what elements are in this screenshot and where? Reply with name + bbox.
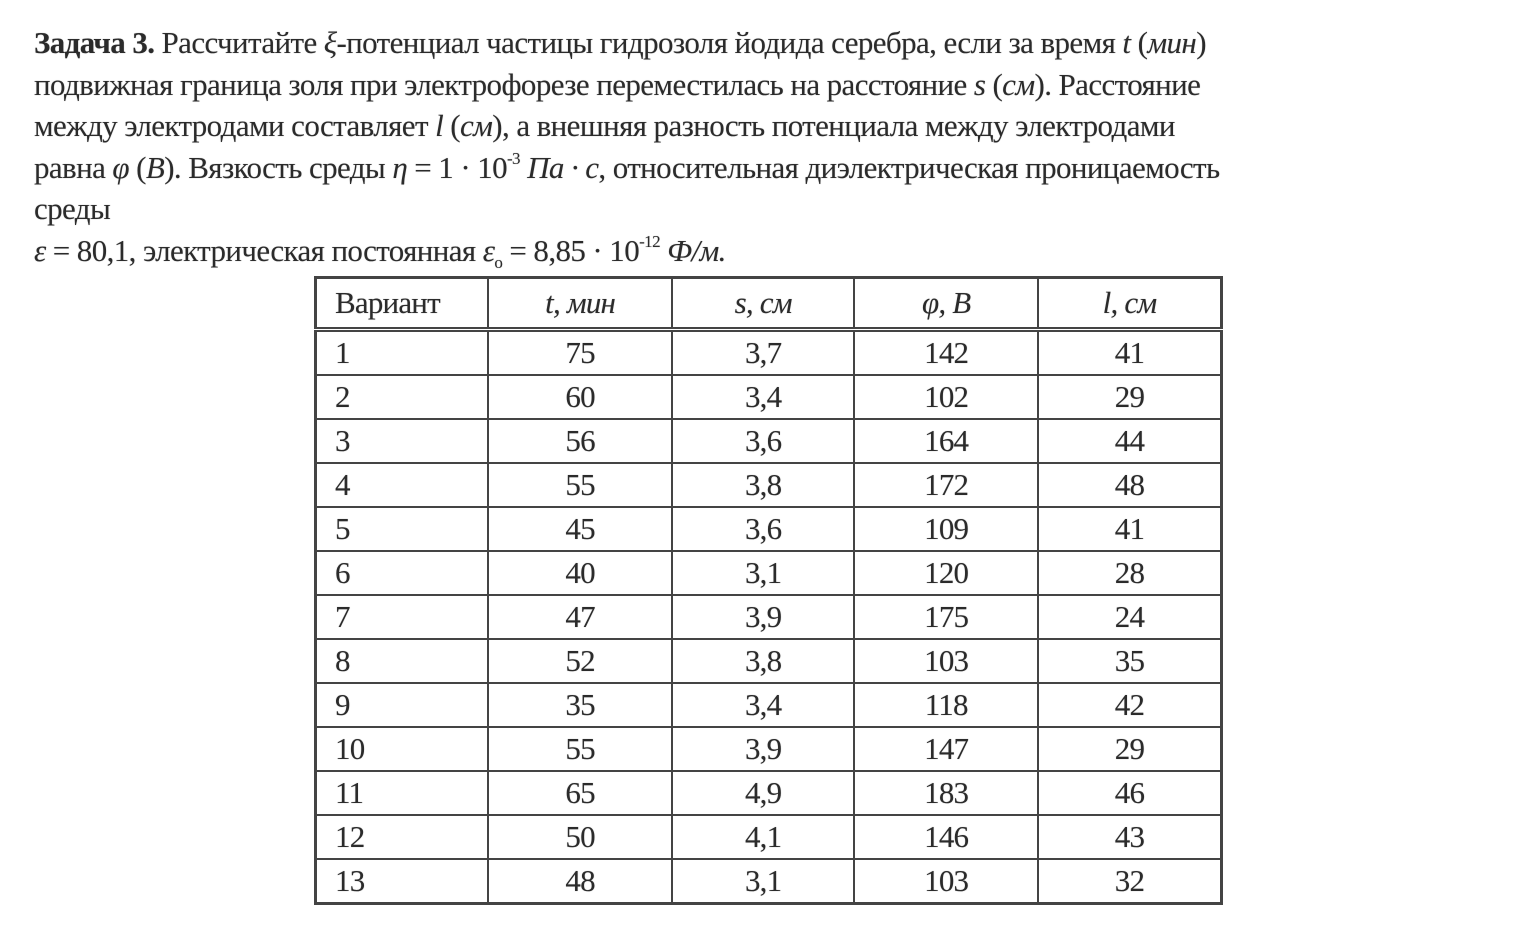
problem-line-1	[34, 22, 1514, 64]
cell-variant: 6	[316, 551, 489, 595]
cell-s: 4,1	[672, 815, 855, 859]
cell-t: 48	[488, 859, 672, 904]
cell-l: 43	[1038, 815, 1222, 859]
table-row	[316, 815, 1222, 859]
header-s: s, см	[672, 278, 855, 330]
l-symbol: l	[435, 108, 444, 143]
cell-t: 55	[488, 463, 672, 507]
text-fragment: ), а внешняя разность потенциала между электродами	[492, 108, 1175, 143]
problem-line-5: среды	[34, 191, 111, 226]
text-fragment: = 8,85 · 10	[502, 232, 640, 268]
cell-phi: 183	[854, 771, 1038, 815]
text-fragment: ). Вязкость среды	[164, 149, 393, 185]
table-row	[316, 727, 1222, 771]
cell-variant: 13	[316, 859, 489, 904]
l-unit: см	[459, 108, 493, 143]
text-fragment: подвижная граница золя при электрофорезе переместилась на расстояние	[34, 66, 974, 102]
problem-line-3	[34, 105, 1514, 147]
cell-s: 3,9	[672, 727, 855, 771]
cell-phi: 147	[854, 727, 1038, 771]
cell-l: 28	[1038, 551, 1222, 595]
t-symbol: t	[1122, 25, 1131, 60]
text-fragment: , относительная диэлектрическая проницаемость	[598, 149, 1220, 185]
cell-phi: 103	[854, 859, 1038, 904]
text-fragment: равна	[34, 149, 113, 185]
text-fragment: (	[443, 108, 460, 143]
cell-l: 35	[1038, 639, 1222, 683]
cell-variant: 11	[316, 771, 489, 815]
cell-s: 3,1	[672, 551, 855, 595]
header-l: l, см	[1038, 278, 1222, 330]
cell-l: 41	[1038, 330, 1222, 376]
cell-t: 50	[488, 815, 672, 859]
cell-t: 35	[488, 683, 672, 727]
header-variant: Вариант	[316, 278, 489, 330]
cell-t: 55	[488, 727, 672, 771]
cell-phi: 175	[854, 595, 1038, 639]
problem-statement	[34, 22, 1514, 271]
cell-s: 3,4	[672, 683, 855, 727]
cell-l: 29	[1038, 375, 1222, 419]
cell-phi: 172	[854, 463, 1038, 507]
problem-line-2	[34, 64, 1514, 106]
table-row	[316, 859, 1222, 904]
cell-s: 3,4	[672, 375, 855, 419]
cell-variant: 12	[316, 815, 489, 859]
table-row	[316, 595, 1222, 639]
cell-l: 29	[1038, 727, 1222, 771]
cell-t: 47	[488, 595, 672, 639]
cell-t: 52	[488, 639, 672, 683]
epsilon0-unit: Ф/м.	[667, 232, 726, 268]
cell-phi: 109	[854, 507, 1038, 551]
epsilon0-symbol: ε	[482, 232, 495, 268]
cell-l: 32	[1038, 859, 1222, 904]
cell-t: 75	[488, 330, 672, 376]
cell-l: 48	[1038, 463, 1222, 507]
cell-variant: 4	[316, 463, 489, 507]
cell-t: 45	[488, 507, 672, 551]
text-fragment: ). Расстояние	[1034, 66, 1201, 102]
phi-unit: В	[145, 149, 165, 185]
problem-line-4	[34, 147, 1514, 189]
table-row	[316, 771, 1222, 815]
cell-phi: 120	[854, 551, 1038, 595]
epsilon0-subscript: o	[494, 252, 503, 272]
text-fragment: (	[128, 149, 146, 185]
phi-symbol: φ	[112, 149, 129, 185]
epsilon0-exponent: -12	[639, 232, 660, 252]
text-fragment: (	[985, 66, 1003, 102]
cell-variant: 7	[316, 595, 489, 639]
cell-t: 60	[488, 375, 672, 419]
text-fragment: -потенциал частицы гидрозоля йодида серебра, если за время	[336, 25, 1123, 60]
s-symbol: s	[973, 66, 986, 102]
cell-phi: 118	[854, 683, 1038, 727]
cell-s: 3,7	[672, 330, 855, 376]
eta-symbol: η	[392, 149, 408, 185]
text-fragment: )	[1196, 25, 1206, 60]
cell-s: 3,6	[672, 507, 855, 551]
text-fragment: между электродами составляет	[34, 108, 436, 143]
table-header-row	[316, 278, 1222, 330]
cell-variant: 10	[316, 727, 489, 771]
table-row	[316, 639, 1222, 683]
cell-s: 3,1	[672, 859, 855, 904]
cell-variant: 8	[316, 639, 489, 683]
cell-t: 56	[488, 419, 672, 463]
cell-t: 40	[488, 551, 672, 595]
eta-unit: Па · с	[527, 149, 599, 185]
header-t: t, мин	[488, 278, 672, 330]
text-fragment: Рассчитайте	[154, 25, 324, 60]
s-unit: см	[1002, 66, 1035, 102]
cell-variant: 2	[316, 375, 489, 419]
variants-table	[314, 276, 1223, 905]
text-fragment: (	[1130, 25, 1148, 60]
cell-variant: 9	[316, 683, 489, 727]
table-row	[316, 507, 1222, 551]
table-row	[316, 419, 1222, 463]
cell-phi: 142	[854, 330, 1038, 376]
cell-l: 41	[1038, 507, 1222, 551]
problem-title: Задача 3.	[34, 25, 155, 60]
text-fragment: = 80,1, электрическая постоянная	[45, 232, 483, 268]
cell-variant: 3	[316, 419, 489, 463]
cell-phi: 164	[854, 419, 1038, 463]
t-unit: мин	[1147, 25, 1197, 60]
cell-s: 3,6	[672, 419, 855, 463]
table-row	[316, 463, 1222, 507]
cell-l: 46	[1038, 771, 1222, 815]
cell-s: 4,9	[672, 771, 855, 815]
cell-phi: 146	[854, 815, 1038, 859]
header-phi: φ, В	[854, 278, 1038, 330]
table-row	[316, 330, 1222, 376]
table-row	[316, 551, 1222, 595]
table-row	[316, 683, 1222, 727]
cell-phi: 102	[854, 375, 1038, 419]
table-row	[316, 375, 1222, 419]
table-body	[316, 330, 1222, 904]
cell-l: 24	[1038, 595, 1222, 639]
eta-exponent: -3	[507, 149, 520, 169]
cell-variant: 5	[316, 507, 489, 551]
xi-symbol: ξ	[323, 25, 337, 60]
cell-s: 3,8	[672, 639, 855, 683]
cell-variant: 1	[316, 330, 489, 376]
problem-line-6	[34, 230, 1514, 272]
cell-s: 3,8	[672, 463, 855, 507]
cell-phi: 103	[854, 639, 1038, 683]
cell-t: 65	[488, 771, 672, 815]
text-fragment: = 1 · 10	[407, 149, 507, 185]
epsilon-symbol: ε	[34, 232, 46, 268]
cell-l: 44	[1038, 419, 1222, 463]
cell-l: 42	[1038, 683, 1222, 727]
cell-s: 3,9	[672, 595, 855, 639]
